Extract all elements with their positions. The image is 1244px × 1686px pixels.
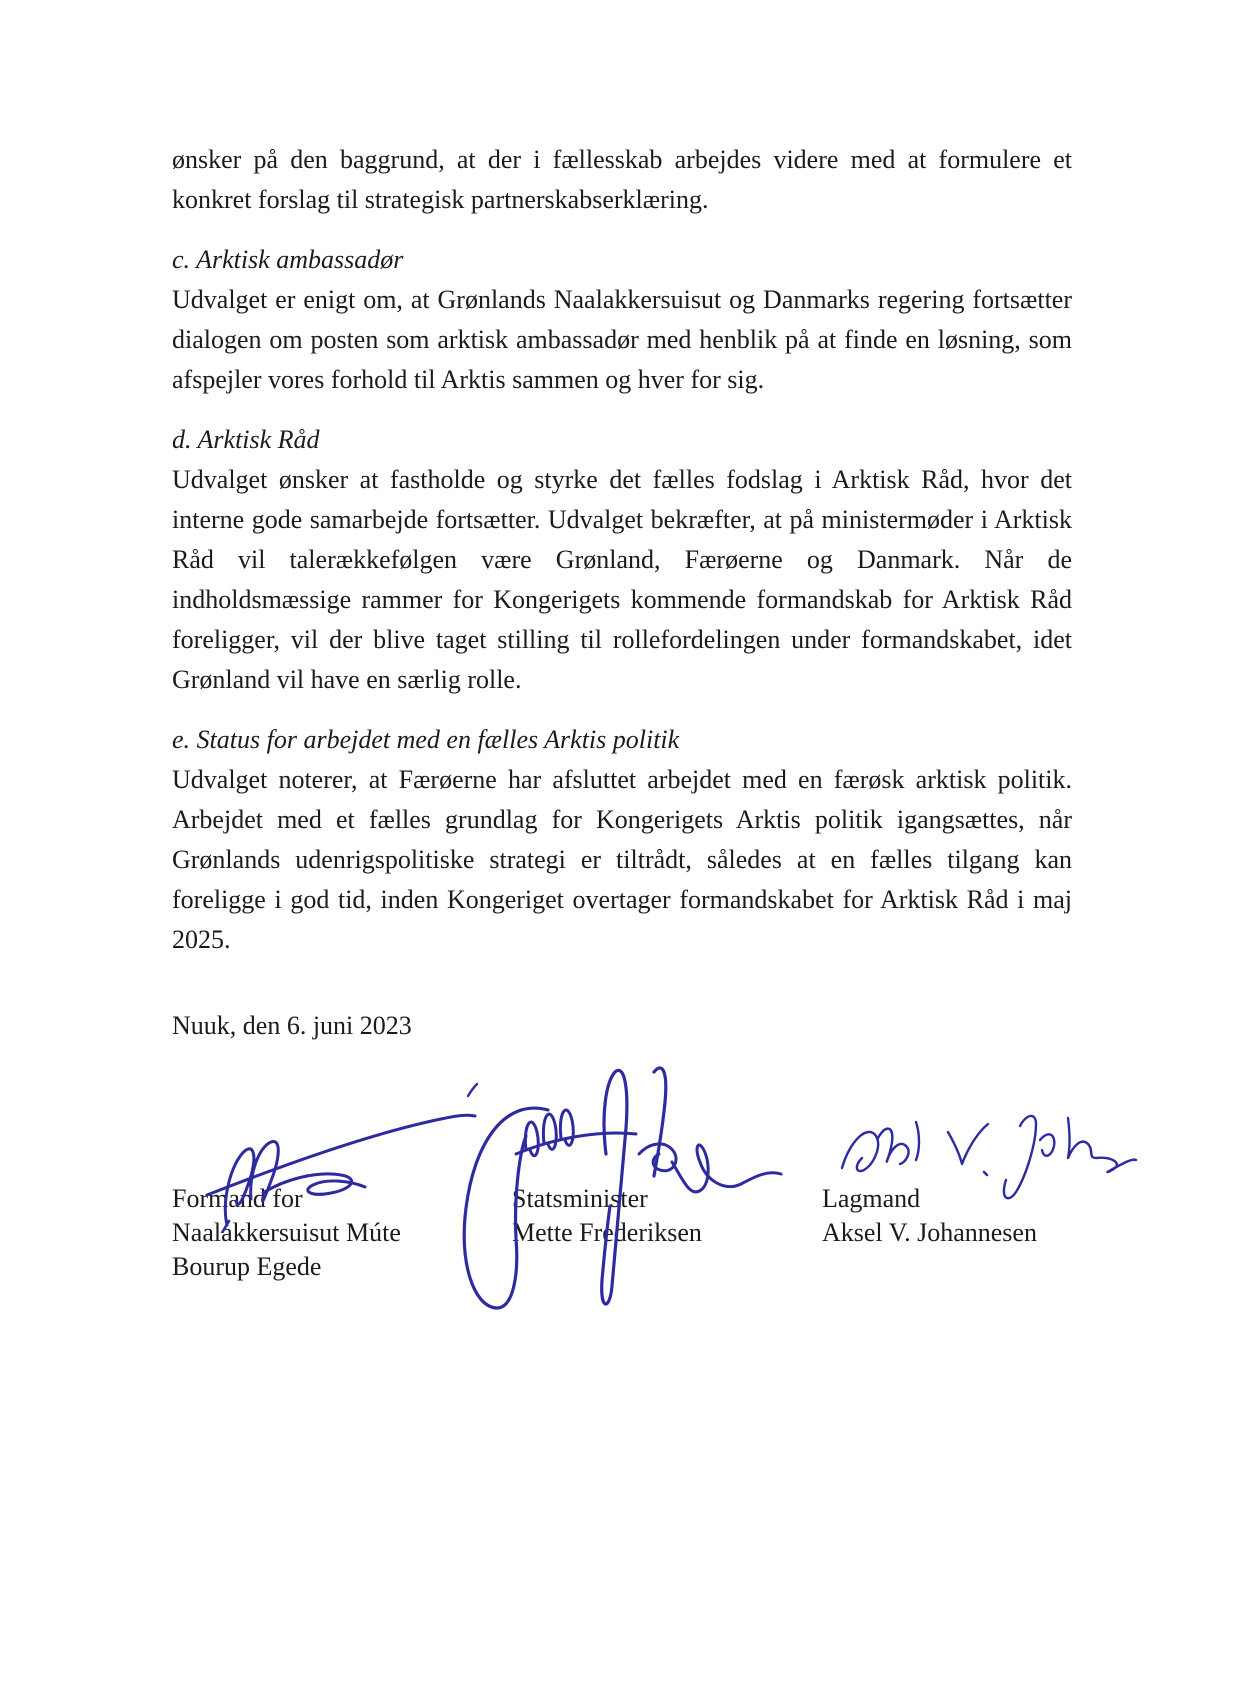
signatory-role: Formand for [172, 1184, 303, 1213]
signatory-role: Statsminister [512, 1184, 648, 1213]
date-place-line: Nuuk, den 6. juni 2023 [172, 1011, 412, 1040]
signatory-name-line: Aksel V. Johannesen [822, 1218, 1037, 1247]
section-c-body: Udvalget er enigt om, at Grønlands Naalakkersuisut og Danmarks regering fortsætter dialogen om posten som arktisk ambassadør med henblik på at finde en løsning, som afspejler vores forhold til Arktis sammen og hver for sig. [172, 285, 1072, 394]
section-e-heading: e. Status for arbejdet med en fælles Arktis politik [172, 725, 680, 754]
signatory-block-frederiksen [512, 1182, 832, 1250]
signatory-name-line: Naalakkersuisut Múte [172, 1218, 401, 1247]
signatory-name-line: Mette Frederiksen [512, 1218, 702, 1247]
section-c-heading: c. Arktisk ambassadør [172, 245, 404, 274]
signatory-block-egede [172, 1182, 492, 1284]
section-e-body: Udvalget noterer, at Færøerne har afsluttet arbejdet med en færøsk arktisk politik. Arbejdet med et fælles grundlag for Kongerigets Arktis politik igangsættes, når Grønlands udenrigspolitiske strategi er tiltrådt, således at en fælles tilgang kan foreligge i god tid, inden Kongeriget overtager formandskabet for Arktisk Råd i maj 2025. [172, 765, 1072, 954]
section-d-body: Udvalget ønsker at fastholde og styrke det fælles fodslag i Arktisk Råd, hvor det interne gode samarbejde fortsætter. Udvalget bekræfter, at på ministermøder i Arktisk Råd vil talerækkefølgen være Grønland, Færøerne og Danmark. Når de indholdsmæssige rammer for Kongerigets kommende formandskab for Arktisk Råd foreligger, vil der blive taget stilling til rollefordelingen under formandskabet, idet Grønland vil have en særlig rolle. [172, 465, 1072, 694]
intro-paragraph: ønsker på den baggrund, at der i fællesskab arbejdes videre med at formulere et konkret forslag til strategisk partnerskabserklæring. [172, 145, 1072, 214]
signatory-name-line: Bourup Egede [172, 1252, 322, 1281]
document-text-block [172, 140, 1072, 960]
section-d-heading: d. Arktisk Råd [172, 425, 320, 454]
signatory-role: Lagmand [822, 1184, 921, 1213]
signatory-block-johannesen [822, 1182, 1142, 1250]
